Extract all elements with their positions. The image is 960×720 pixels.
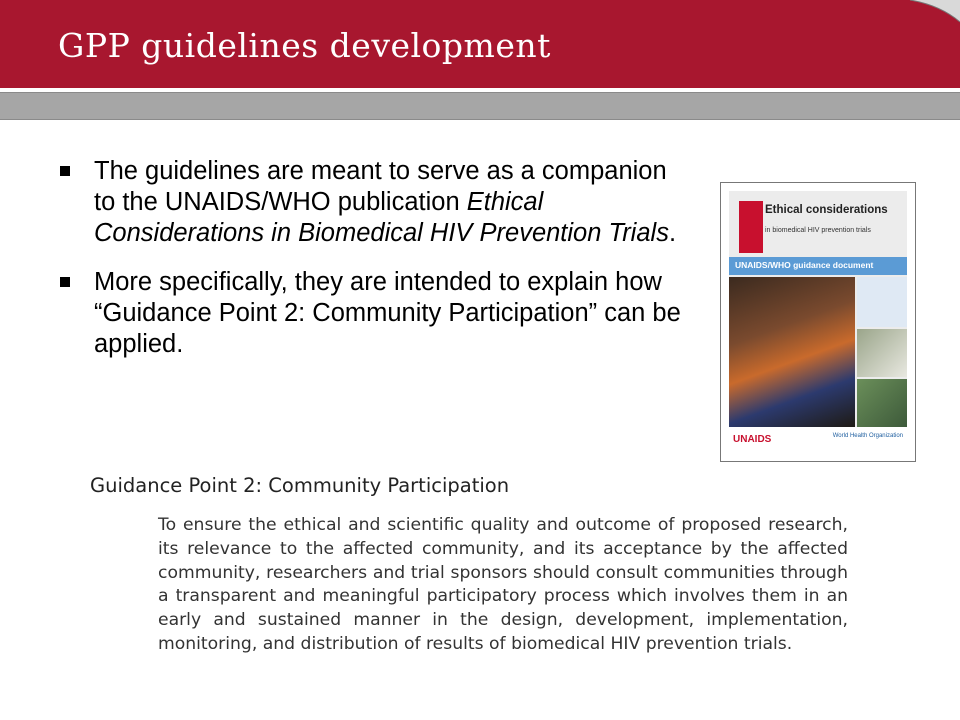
corner-curl-decoration [900,0,960,40]
divider-bar [0,92,960,120]
slide-title: GPP guidelines development [58,26,551,65]
title-banner [0,0,960,88]
cover-thumbnail [857,379,907,427]
bullet-item-1 [58,156,683,249]
cover-logos [729,427,907,453]
cover-title: Ethical considerations [765,204,888,216]
bullet-item-2 [58,267,683,360]
cover-band-label: UNAIDS/WHO guidance document [735,260,874,270]
bullet-1-publication-title: Ethical Considerations in Biomedical HIV Prevention Trials [94,188,669,247]
guidance-body: To ensure the ethical and scientific quality and outcome of proposed research, its relevance to the affected community, and its acceptance by the affected community, researchers and trial sponsors should consult communities through a transparent and meaningful participatory process which involves them in an early and sustained manner in the design, development, implementation, monitoring, and distribution of results of biomedical HIV prevention trials. [158,515,848,654]
bullet-2-text: More specifically, they are intended to explain how “Guidance Point 2: Community Participation” can be applied. [94,268,681,358]
who-logo: World Health Organization [832,433,903,439]
cover-subtitle: in biomedical HIV prevention trials [765,227,871,234]
bullet-list [58,156,683,378]
cover-thumbnail [857,277,907,327]
bullet-1-text-end: . [668,219,677,247]
cover-photo [729,277,855,427]
square-bullet-icon [60,166,70,176]
cover-band [729,257,907,275]
guidance-heading: Guidance Point 2: Community Participation [90,474,510,497]
unaids-logo: UNAIDS [733,434,772,445]
square-bullet-icon [60,277,70,287]
publication-cover-image [720,182,916,462]
cover-thumbnail [857,329,907,377]
cover-red-block [739,201,763,253]
bullet-1-text: The guidelines are meant to serve as a companion to the UNAIDS/WHO publication [94,157,667,216]
